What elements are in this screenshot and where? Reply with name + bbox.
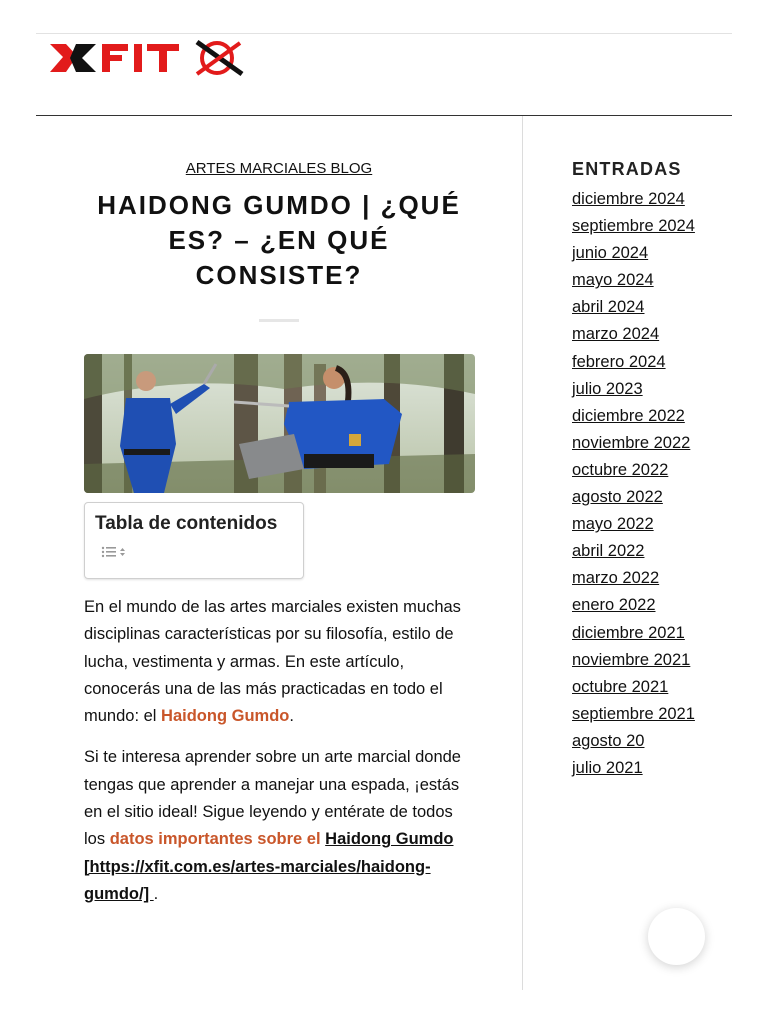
archive-link-abr-2024[interactable]: abril 2024 bbox=[572, 298, 645, 317]
archive-link-nov-2022[interactable]: noviembre 2022 bbox=[572, 433, 691, 452]
archive-item bbox=[572, 267, 722, 294]
haidong-gumdo-url-link[interactable]: Haidong Gumdo [https://xfit.com.es/artes-marciales/haidong-gumdo/] bbox=[84, 830, 454, 903]
paragraph-intro-end: . bbox=[289, 707, 294, 726]
archive-link-oct-2022[interactable]: octubre 2022 bbox=[572, 460, 669, 479]
archive-item bbox=[572, 349, 722, 376]
archive-list bbox=[572, 186, 722, 782]
sidebar-divider bbox=[522, 116, 523, 990]
archive-item bbox=[572, 701, 722, 728]
datos-importantes-link[interactable]: datos importantes sobre el bbox=[109, 830, 321, 849]
archive-item bbox=[572, 430, 722, 457]
archive-link-may-2024[interactable]: mayo 2024 bbox=[572, 271, 654, 290]
archive-item bbox=[572, 674, 722, 701]
article-body bbox=[84, 594, 476, 922]
archive-link-ago-2021[interactable]: agosto 20 bbox=[572, 731, 645, 750]
archive-item bbox=[572, 511, 722, 538]
sidebar-archives bbox=[572, 157, 722, 782]
archive-link-may-2022[interactable]: mayo 2022 bbox=[572, 515, 654, 534]
page-title: HAIDONG GUMDO | ¿QUÉ ES? – ¿EN QUÉ CONSISTE? bbox=[97, 190, 461, 290]
archive-link-ago-2022[interactable]: agosto 2022 bbox=[572, 488, 663, 507]
archive-link-jun-2024[interactable]: junio 2024 bbox=[572, 244, 649, 263]
archive-link-dic-2022[interactable]: diciembre 2022 bbox=[572, 406, 685, 425]
paragraph-intro-text: En el mundo de las artes marciales existen muchas disciplinas características por su filosofía, estilo de lucha, vestimenta y armas. En este artículo, conocerás una de las más practicadas en todo el mundo: el bbox=[84, 598, 461, 726]
xfit-logo-icon bbox=[46, 36, 246, 80]
table-of-contents bbox=[84, 502, 304, 579]
archive-link-mar-2024[interactable]: marzo 2024 bbox=[572, 325, 660, 344]
header-divider bbox=[36, 115, 732, 116]
top-border bbox=[36, 33, 732, 34]
sidebar-heading: ENTRADAS bbox=[572, 159, 682, 179]
archive-link-dic-2021[interactable]: diciembre 2021 bbox=[572, 623, 685, 642]
archive-item bbox=[572, 457, 722, 484]
archive-link-sep-2021[interactable]: septiembre 2021 bbox=[572, 704, 695, 723]
toc-toggle-button[interactable] bbox=[101, 545, 127, 559]
archive-item bbox=[572, 294, 722, 321]
paragraph-second-end: . bbox=[153, 884, 159, 903]
archive-link-jul-2021[interactable]: julio 2021 bbox=[572, 758, 643, 777]
site-logo[interactable] bbox=[46, 36, 246, 80]
title-separator bbox=[259, 319, 299, 322]
floating-action-button[interactable] bbox=[648, 908, 705, 965]
archive-item bbox=[572, 484, 722, 511]
archive-link-sep-2024[interactable]: septiembre 2024 bbox=[572, 217, 695, 236]
archive-link-jul-2023[interactable]: julio 2023 bbox=[572, 379, 643, 398]
haidong-gumdo-link[interactable]: Haidong Gumdo bbox=[161, 707, 290, 726]
archive-item bbox=[572, 620, 722, 647]
toc-title: Tabla de contenidos bbox=[95, 513, 278, 534]
archive-link-nov-2021[interactable]: noviembre 2021 bbox=[572, 650, 691, 669]
archive-item bbox=[572, 755, 722, 782]
article-header bbox=[84, 160, 474, 322]
archive-item bbox=[572, 538, 722, 565]
archive-link-dic-2024[interactable]: diciembre 2024 bbox=[572, 190, 685, 208]
category-link[interactable]: ARTES MARCIALES BLOG bbox=[185, 160, 373, 177]
archive-link-abr-2022[interactable]: abril 2022 bbox=[572, 542, 645, 561]
paragraph-second bbox=[84, 744, 476, 908]
featured-image bbox=[84, 354, 475, 493]
archive-item bbox=[572, 565, 722, 592]
archive-item bbox=[572, 240, 722, 267]
paragraph-intro bbox=[84, 594, 476, 730]
archive-link-oct-2021[interactable]: octubre 2021 bbox=[572, 677, 669, 696]
paragraph-second-text: Si te interesa aprender sobre un arte marcial donde tengas que aprender a manejar una espada, ¡estás en el sitio ideal! Sigue leyendo y entérate de todos los bbox=[84, 748, 461, 849]
archive-item bbox=[572, 728, 722, 755]
archive-item bbox=[572, 647, 722, 674]
archive-item bbox=[572, 376, 722, 403]
martial-artists-photo bbox=[84, 354, 475, 493]
archive-item bbox=[572, 213, 722, 240]
archive-item bbox=[572, 403, 722, 430]
archive-item bbox=[572, 321, 722, 348]
archive-item bbox=[572, 186, 722, 213]
list-toggle-icon bbox=[101, 545, 127, 559]
archive-item bbox=[572, 592, 722, 619]
archive-link-mar-2022[interactable]: marzo 2022 bbox=[572, 569, 660, 588]
archive-link-feb-2024[interactable]: febrero 2024 bbox=[572, 352, 666, 371]
archive-link-ene-2022[interactable]: enero 2022 bbox=[572, 596, 656, 615]
